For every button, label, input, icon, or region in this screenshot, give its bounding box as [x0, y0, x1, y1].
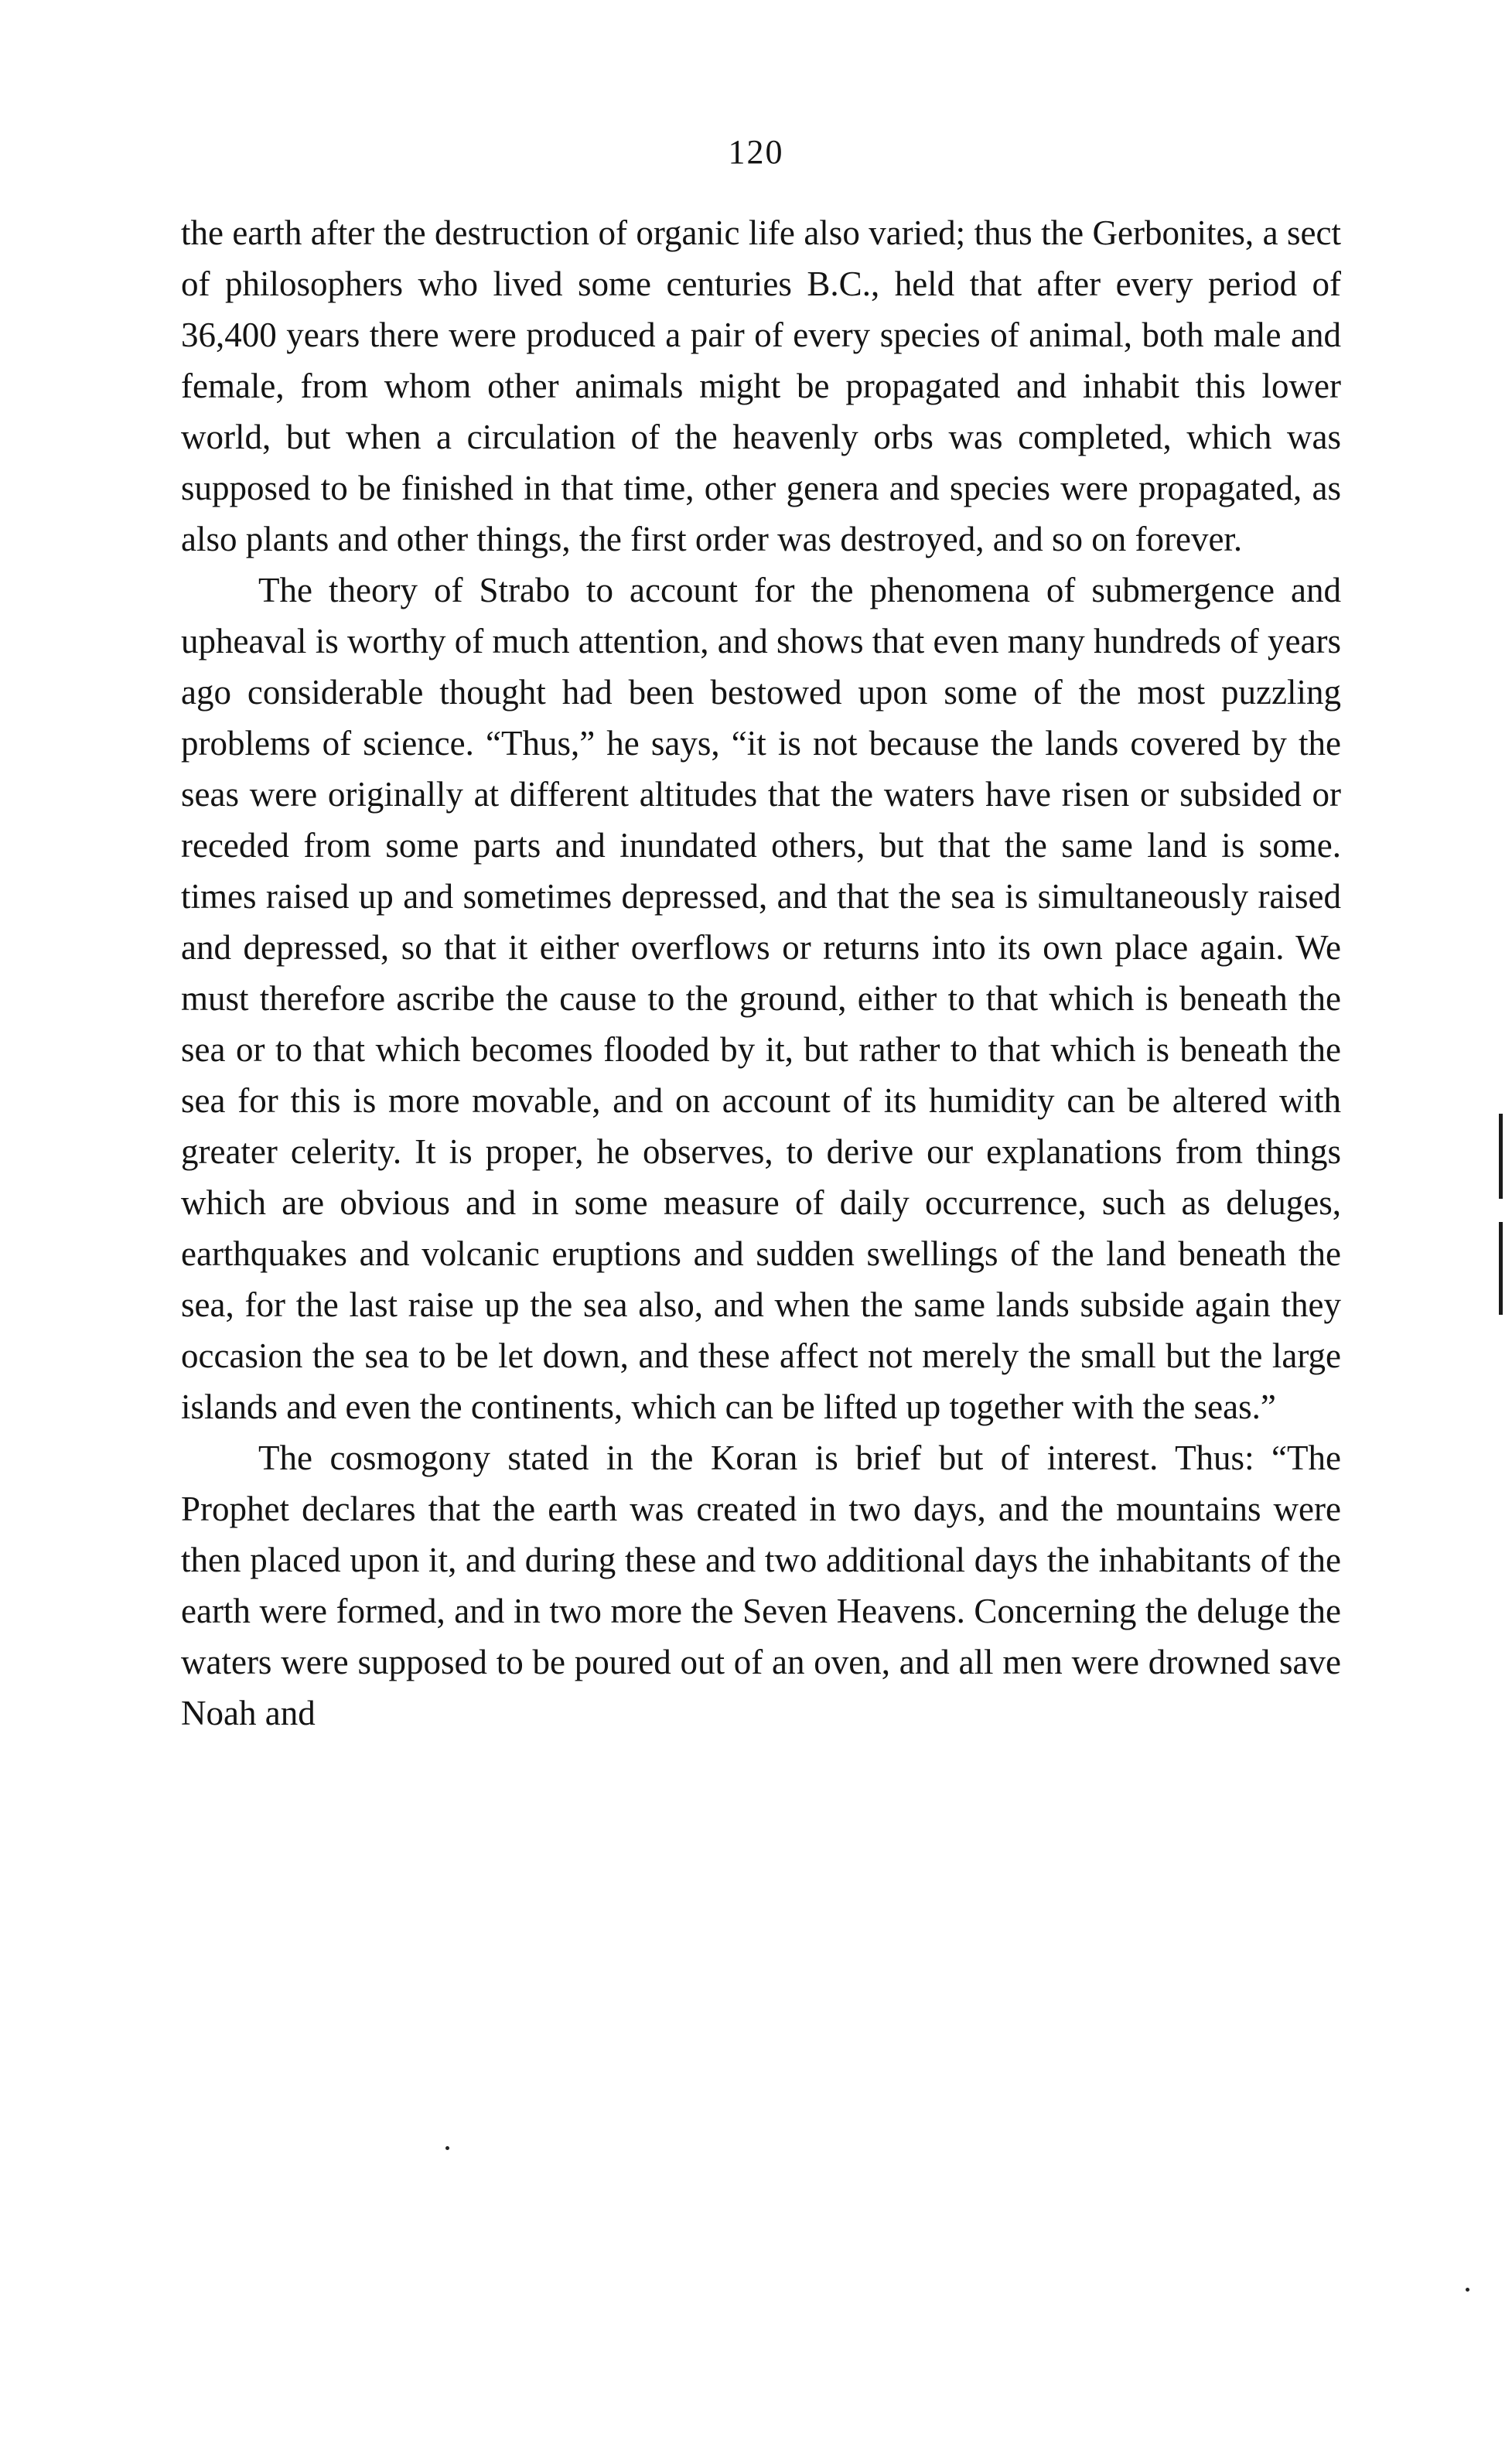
paragraph-koran-cosmogony: The cosmogony stated in the Koran is brief but of interest. Thus: “The Prophet declares that the earth was created in two days, and the mountains were then placed upon it, and during these and two additional days the inhabitants of the earth were formed, and in two more the Seven Heavens. Concerning the deluge the waters were supposed to be poured out of an oven, and all men were drowned save Noah and — [181, 1439, 1341, 1732]
page-number: 120 — [728, 133, 784, 171]
scan-edge-mark — [1499, 1114, 1503, 1199]
paragraph-gerbonites: the earth after the destruction of organic life also varied; thus the Gerbonites, a sect of philosophers who lived some centuries B.C., held that after every period of 36,400 years there were produced a pair of every species of animal, both male and female, from whom other animals might be propagated and inhabit this lower world, but when a circulation of the heavenly orbs was completed, which was supposed to be finished in that time, other genera and species were propagated, as also plants and other things, the first order was destroyed, and so on forever. — [181, 213, 1341, 558]
scan-speck-edge — [1466, 2288, 1469, 2292]
scan-edge-mark-lower — [1499, 1222, 1503, 1315]
scan-speck — [445, 2146, 449, 2150]
paragraph-strabo-theory: The theory of Strabo to account for the phenomena of submergence and upheaval is worthy of much attention, and shows that even many hundreds of years ago considerable thought had been bestowed upon some of the most puzzling problems of science. “Thus,” he says, “it is not because the lands covered by the seas were originally at different altitudes that the waters have risen or subsided or receded from some parts and inundated others, but that the same land is some. times raised up and sometimes depressed, and that the sea is simultaneously raised and depressed, so that it either overflows or returns into its own place again. We must therefore ascribe the cause to the ground, either to that which is beneath the sea or to that which becomes flooded by it, but rather to that which is beneath the sea for this is more movable, and on account of its humidity can be altered with greater celerity. It is proper, he observes, to derive our explanations from things which are obvious and in some measure of daily occurrence, such as deluges, earthquakes and volcanic eruptions and sudden swellings of the land beneath the sea, for the last raise up the sea also, and when the same lands subside again they occasion the sea to be let down, and these affect not merely the small but the large islands and even the continents, which can be lifted up together with the seas.” — [181, 571, 1341, 1426]
body-text — [181, 207, 1341, 1739]
